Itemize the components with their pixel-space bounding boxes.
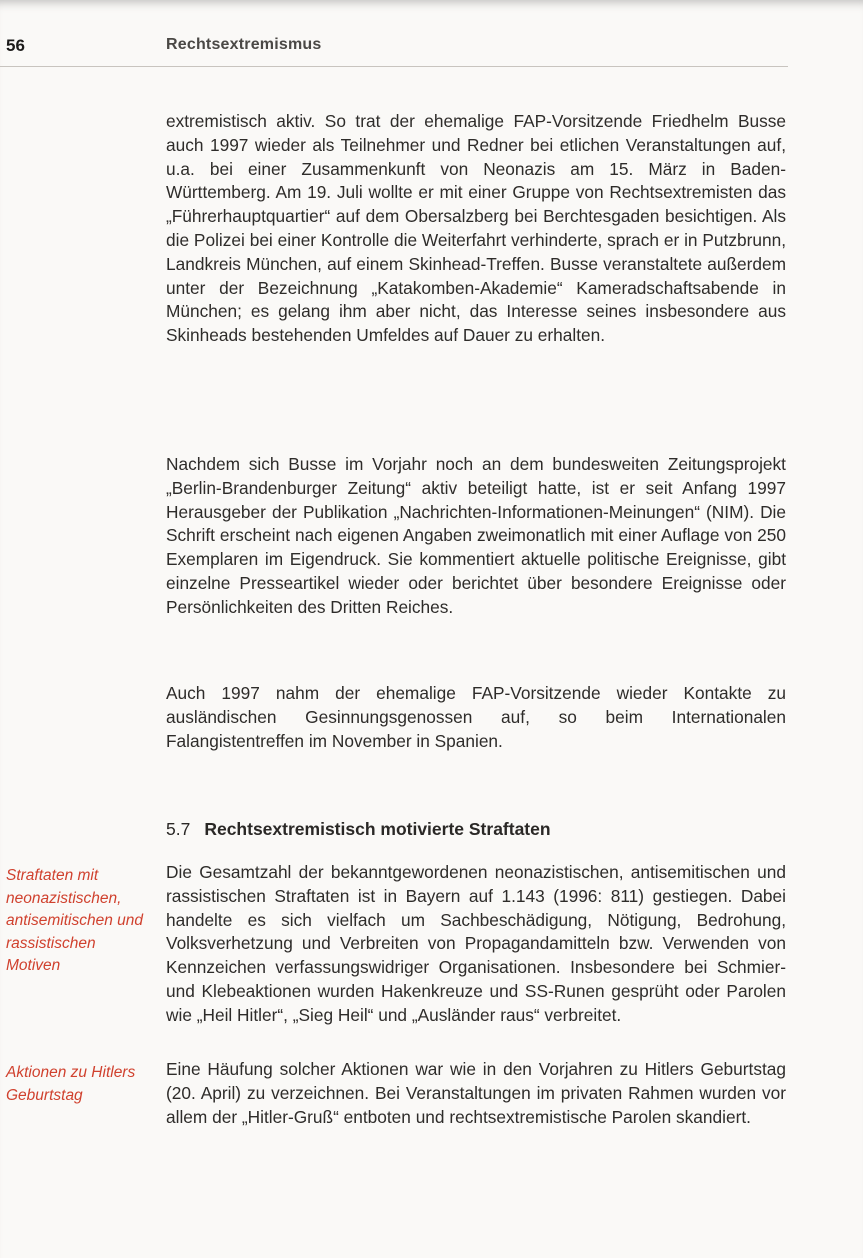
paragraph-text: Auch 1997 nahm der ehemalige FAP-Vorsitzende wieder Kontakte zu ausländischen Gesinnungsgenossen auf, so beim Internationalen Falangistentreffen im November in Spanien. [166,683,786,751]
section-title: Rechtsextremistisch motivierte Straftaten [204,819,551,839]
section-number: 5.7 [166,819,191,839]
page-number: 56 [6,36,25,55]
paragraph-text: Nachdem sich Busse im Vorjahr noch an dem bundesweiten Zeitungsprojekt „Berlin-Brandenburger Zeitung“ aktiv beteiligt hatte, ist er seit Anfang 1997 Herausgeber der Publikation „Nachrichten-Informationen-Meinungen“ (NIM). Die Schrift erscheint nach eigenen Angaben zweimonatlich mit einer Auflage von 250 Exemplaren im Eigendruck. Sie kommentiert aktuelle politische Ereignisse, gibt einzelne Presseartikel wieder oder berichtet über besondere Ereignisse oder Persönlichkeiten des Dritten Reiches. [166,454,786,617]
body-paragraph [166,1058,786,1129]
page-header [0,36,790,68]
paragraph-text: Eine Häufung solcher Aktionen war wie in den Vorjahren zu Hitlers Geburtstag (20. April) zu verzeichnen. Bei Veranstaltungen im privaten Rahmen wurden vor allem der „Hitler-Gruß“ entboten und rechtsextremistische Parolen skandiert. [166,1059,786,1127]
margin-note: Aktionen zu Hitlers Geburtstag [6,1064,136,1104]
body-paragraph [166,110,786,348]
paragraph-text: Die Gesamtzahl der bekanntgewordenen neonazistischen, antisemitischen und rassistischen Straftaten ist in Bayern auf 1.143 (1996: 811) gestiegen. Dabei handelte es sich vielfach um Sachbeschädigung, Nötigung, Bedrohung, Volksverhetzung und Verbreiten von Propagandamitteln bzw. Verwenden von Kennzeichen verfassungswidriger Organisationen. Insbesondere bei Schmier- und Klebeaktionen wurden Hakenkreuze und SS-Runen gesprüht oder Parolen wie „Heil Hitler“, „Sieg Heil“ und „Ausländer raus“ verbreitet. [166,862,786,1025]
body-paragraph [166,682,786,753]
header-rule [0,66,788,67]
running-title: Rechtsextremismus [166,36,322,53]
margin-note: Straftaten mit neonazistischen, antisemitischen und rassistischen Motiven [6,867,143,974]
paragraph-text: extremistisch aktiv. So trat der ehemalige FAP-Vorsitzende Friedhelm Busse auch 1997 wieder als Teilnehmer und Redner bei etlichen Veranstaltungen auf, u.a. bei einer Zusammenkunft von Neonazis am 15. März in Baden-Württemberg. Am 19. Juli wollte er mit einer Gruppe von Rechtsextremisten das „Führerhauptquartier“ auf dem Obersalzberg bei Berchtesgaden besichtigen. Als die Polizei bei einer Kontrolle die Weiterfahrt verhinderte, sprach er in Putzbrunn, Landkreis München, auf einem Skinhead-Treffen. Busse veranstaltete außerdem unter der Bezeichnung „Katakomben-Akademie“ Kameradschaftsabende in München; es gelang ihm aber nicht, das Interesse seines insbesondere aus Skinheads bestehenden Umfeldes auf Dauer zu erhalten. [166,111,786,346]
section-heading [166,819,551,840]
body-paragraph [166,861,786,1028]
body-paragraph [166,453,786,620]
